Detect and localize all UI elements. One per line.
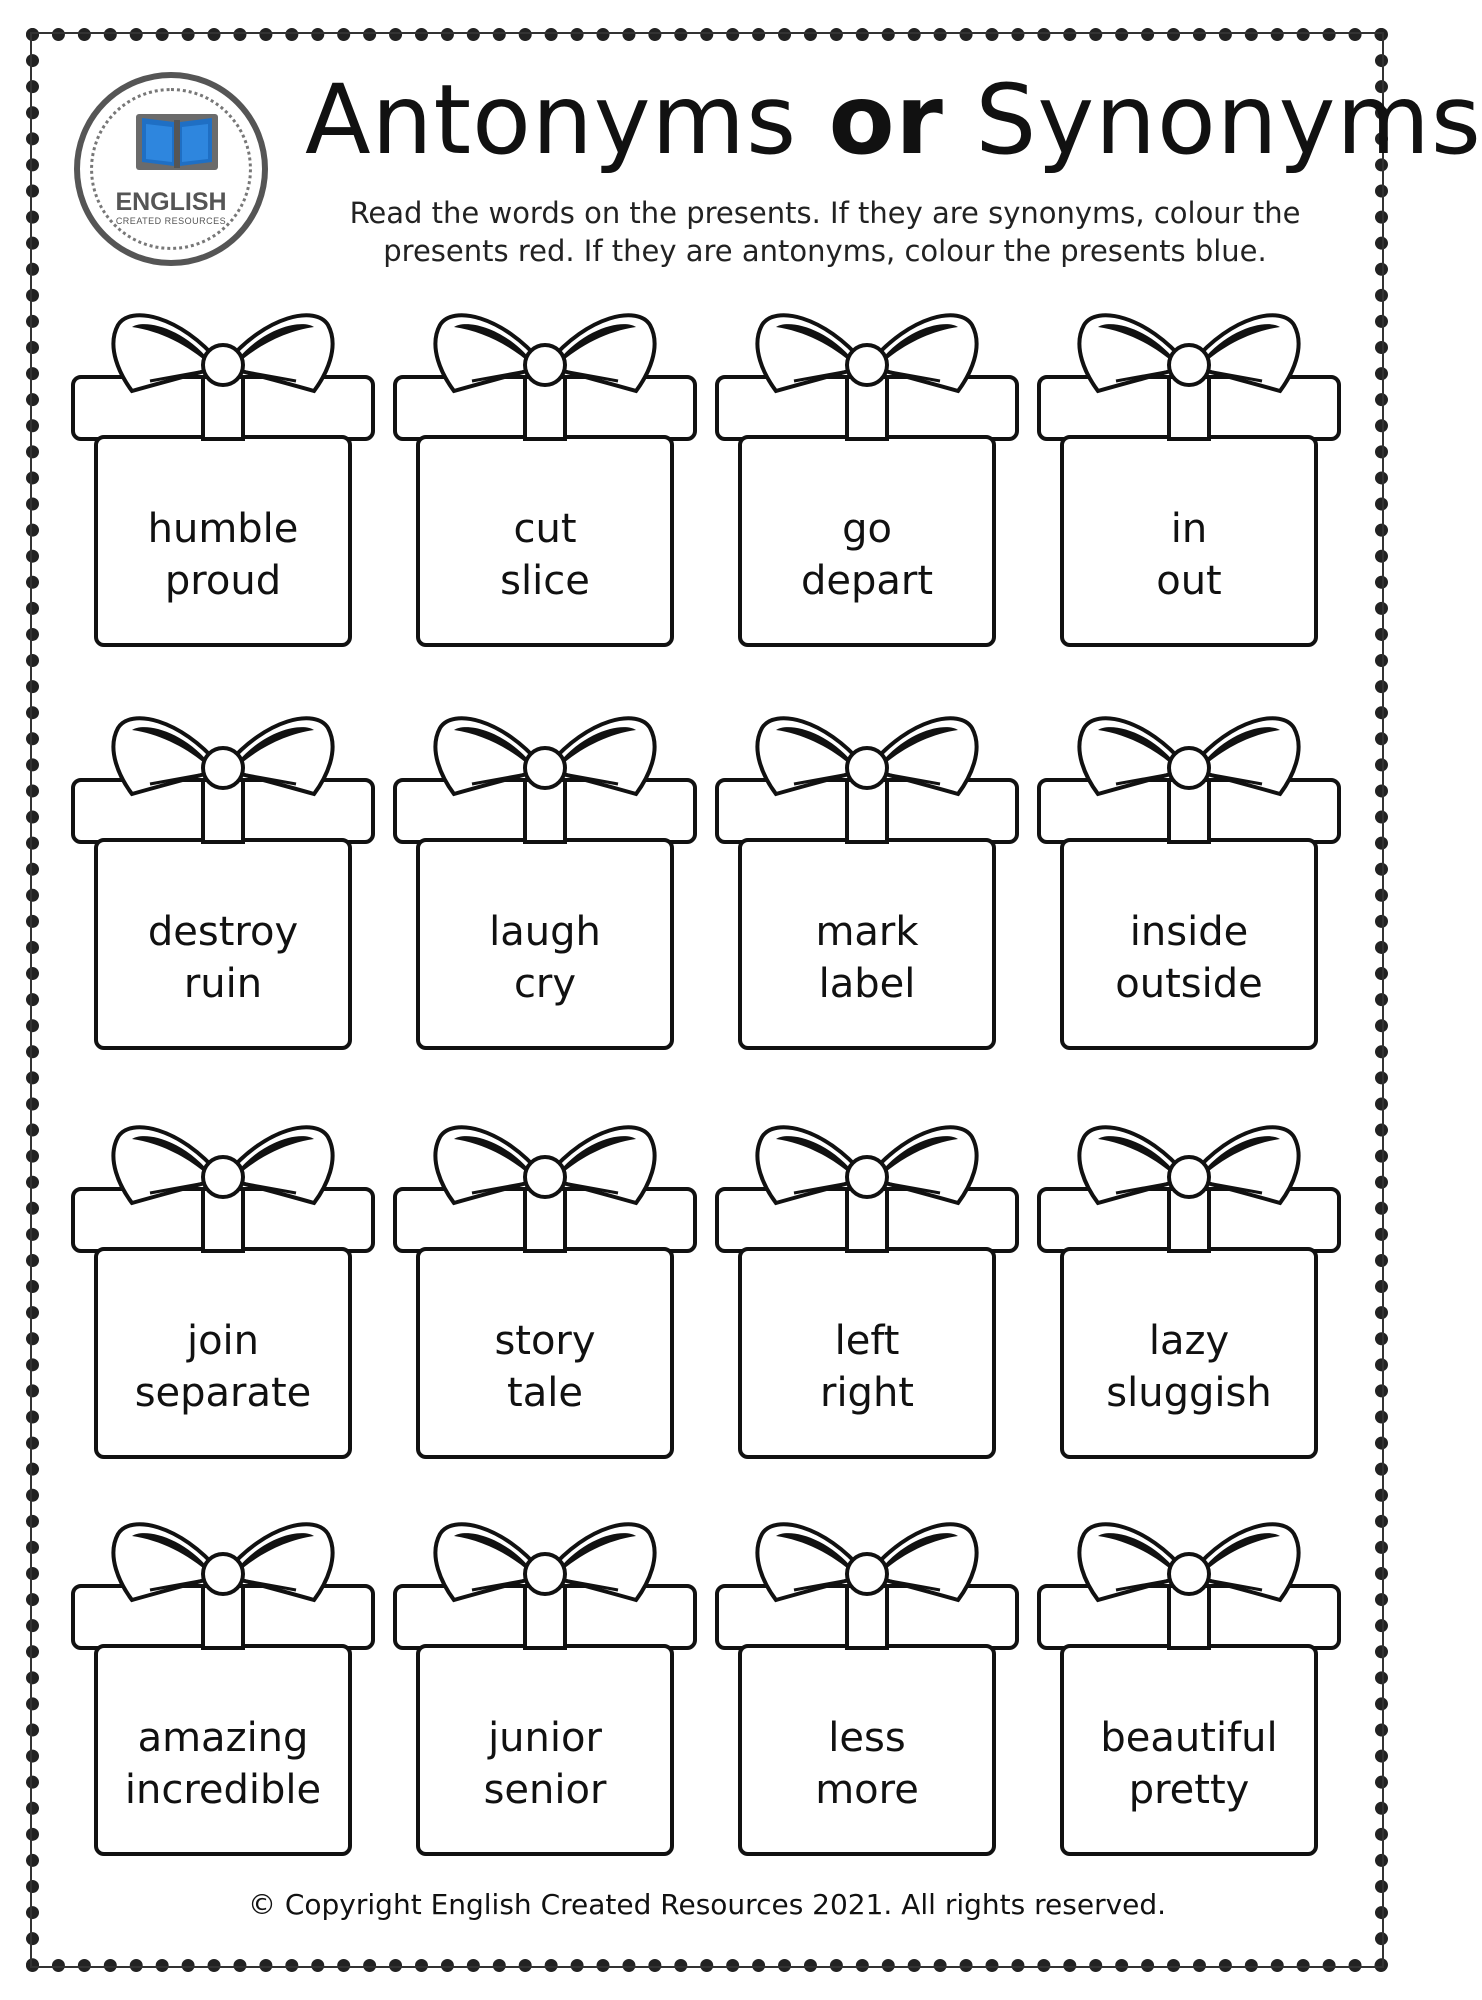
present-card bbox=[1036, 708, 1342, 1050]
word-2: incredible bbox=[124, 1767, 322, 1813]
word-pair bbox=[1062, 1282, 1316, 1452]
present-card bbox=[1036, 1117, 1342, 1459]
word-2: cry bbox=[513, 961, 577, 1007]
word-pair bbox=[418, 1282, 672, 1452]
word-1: beautiful bbox=[1100, 1715, 1278, 1761]
word-1: story bbox=[494, 1318, 596, 1364]
word-1: go bbox=[842, 506, 892, 552]
word-1: laugh bbox=[489, 909, 601, 955]
copyright-footer: © Copyright English Created Resources 2021. All rights reserved. bbox=[247, 1888, 1167, 1921]
present-card bbox=[1036, 1514, 1342, 1856]
word-pair bbox=[418, 470, 672, 640]
word-pair bbox=[740, 873, 994, 1043]
word-1: mark bbox=[815, 909, 919, 955]
word-2: right bbox=[820, 1370, 914, 1416]
page-title bbox=[305, 60, 1482, 180]
logo-name: ENGLISH bbox=[115, 188, 227, 216]
logo-subtitle: CREATED RESOURCES bbox=[115, 216, 227, 226]
word-1: inside bbox=[1129, 909, 1249, 955]
word-1: join bbox=[186, 1318, 260, 1364]
present-card bbox=[70, 305, 376, 647]
word-pair bbox=[740, 1679, 994, 1849]
word-2: outside bbox=[1115, 961, 1263, 1007]
word-1: humble bbox=[147, 506, 299, 552]
word-2: proud bbox=[164, 558, 282, 604]
word-2: senior bbox=[483, 1767, 607, 1813]
title-or: or bbox=[828, 64, 944, 176]
present-card bbox=[392, 305, 698, 647]
book-icon bbox=[134, 110, 220, 176]
word-pair bbox=[96, 1282, 350, 1452]
word-2: tale bbox=[507, 1370, 583, 1416]
word-2: slice bbox=[500, 558, 590, 604]
present-card bbox=[714, 305, 1020, 647]
word-1: cut bbox=[513, 506, 577, 552]
present-card bbox=[70, 708, 376, 1050]
word-1: left bbox=[834, 1318, 900, 1364]
word-2: label bbox=[818, 961, 916, 1007]
present-card bbox=[1036, 305, 1342, 647]
present-card bbox=[70, 1514, 376, 1856]
word-pair bbox=[418, 873, 672, 1043]
word-pair bbox=[418, 1679, 672, 1849]
word-pair bbox=[740, 1282, 994, 1452]
instructions-line-1: Read the words on the presents. If they are synonyms, colour the bbox=[349, 196, 1301, 230]
word-pair bbox=[1062, 873, 1316, 1043]
word-2: more bbox=[815, 1767, 919, 1813]
present-card bbox=[392, 1117, 698, 1459]
present-card bbox=[70, 1117, 376, 1459]
word-1: in bbox=[1170, 506, 1208, 552]
present-card bbox=[714, 1117, 1020, 1459]
present-card bbox=[392, 1514, 698, 1856]
instructions bbox=[300, 194, 1350, 270]
word-1: lazy bbox=[1148, 1318, 1230, 1364]
word-1: amazing bbox=[137, 1715, 309, 1761]
word-pair bbox=[1062, 470, 1316, 640]
title-synonyms: Synonyms bbox=[975, 64, 1482, 176]
word-2: pretty bbox=[1128, 1767, 1250, 1813]
word-1: less bbox=[828, 1715, 906, 1761]
word-2: ruin bbox=[183, 961, 263, 1007]
present-card bbox=[714, 1514, 1020, 1856]
word-2: sluggish bbox=[1106, 1370, 1272, 1416]
present-card bbox=[392, 708, 698, 1050]
word-pair bbox=[96, 1679, 350, 1849]
present-card bbox=[714, 708, 1020, 1050]
word-1: destroy bbox=[147, 909, 299, 955]
word-pair bbox=[1062, 1679, 1316, 1849]
word-2: depart bbox=[800, 558, 934, 604]
word-pair bbox=[96, 470, 350, 640]
brand-logo bbox=[74, 72, 268, 266]
instructions-line-2: presents red. If they are antonyms, colour the presents blue. bbox=[383, 234, 1267, 268]
word-1: junior bbox=[488, 1715, 602, 1761]
title-antonyms: Antonyms bbox=[305, 64, 798, 176]
word-pair bbox=[740, 470, 994, 640]
word-pair bbox=[96, 873, 350, 1043]
word-2: out bbox=[1156, 558, 1222, 604]
word-2: separate bbox=[134, 1370, 312, 1416]
